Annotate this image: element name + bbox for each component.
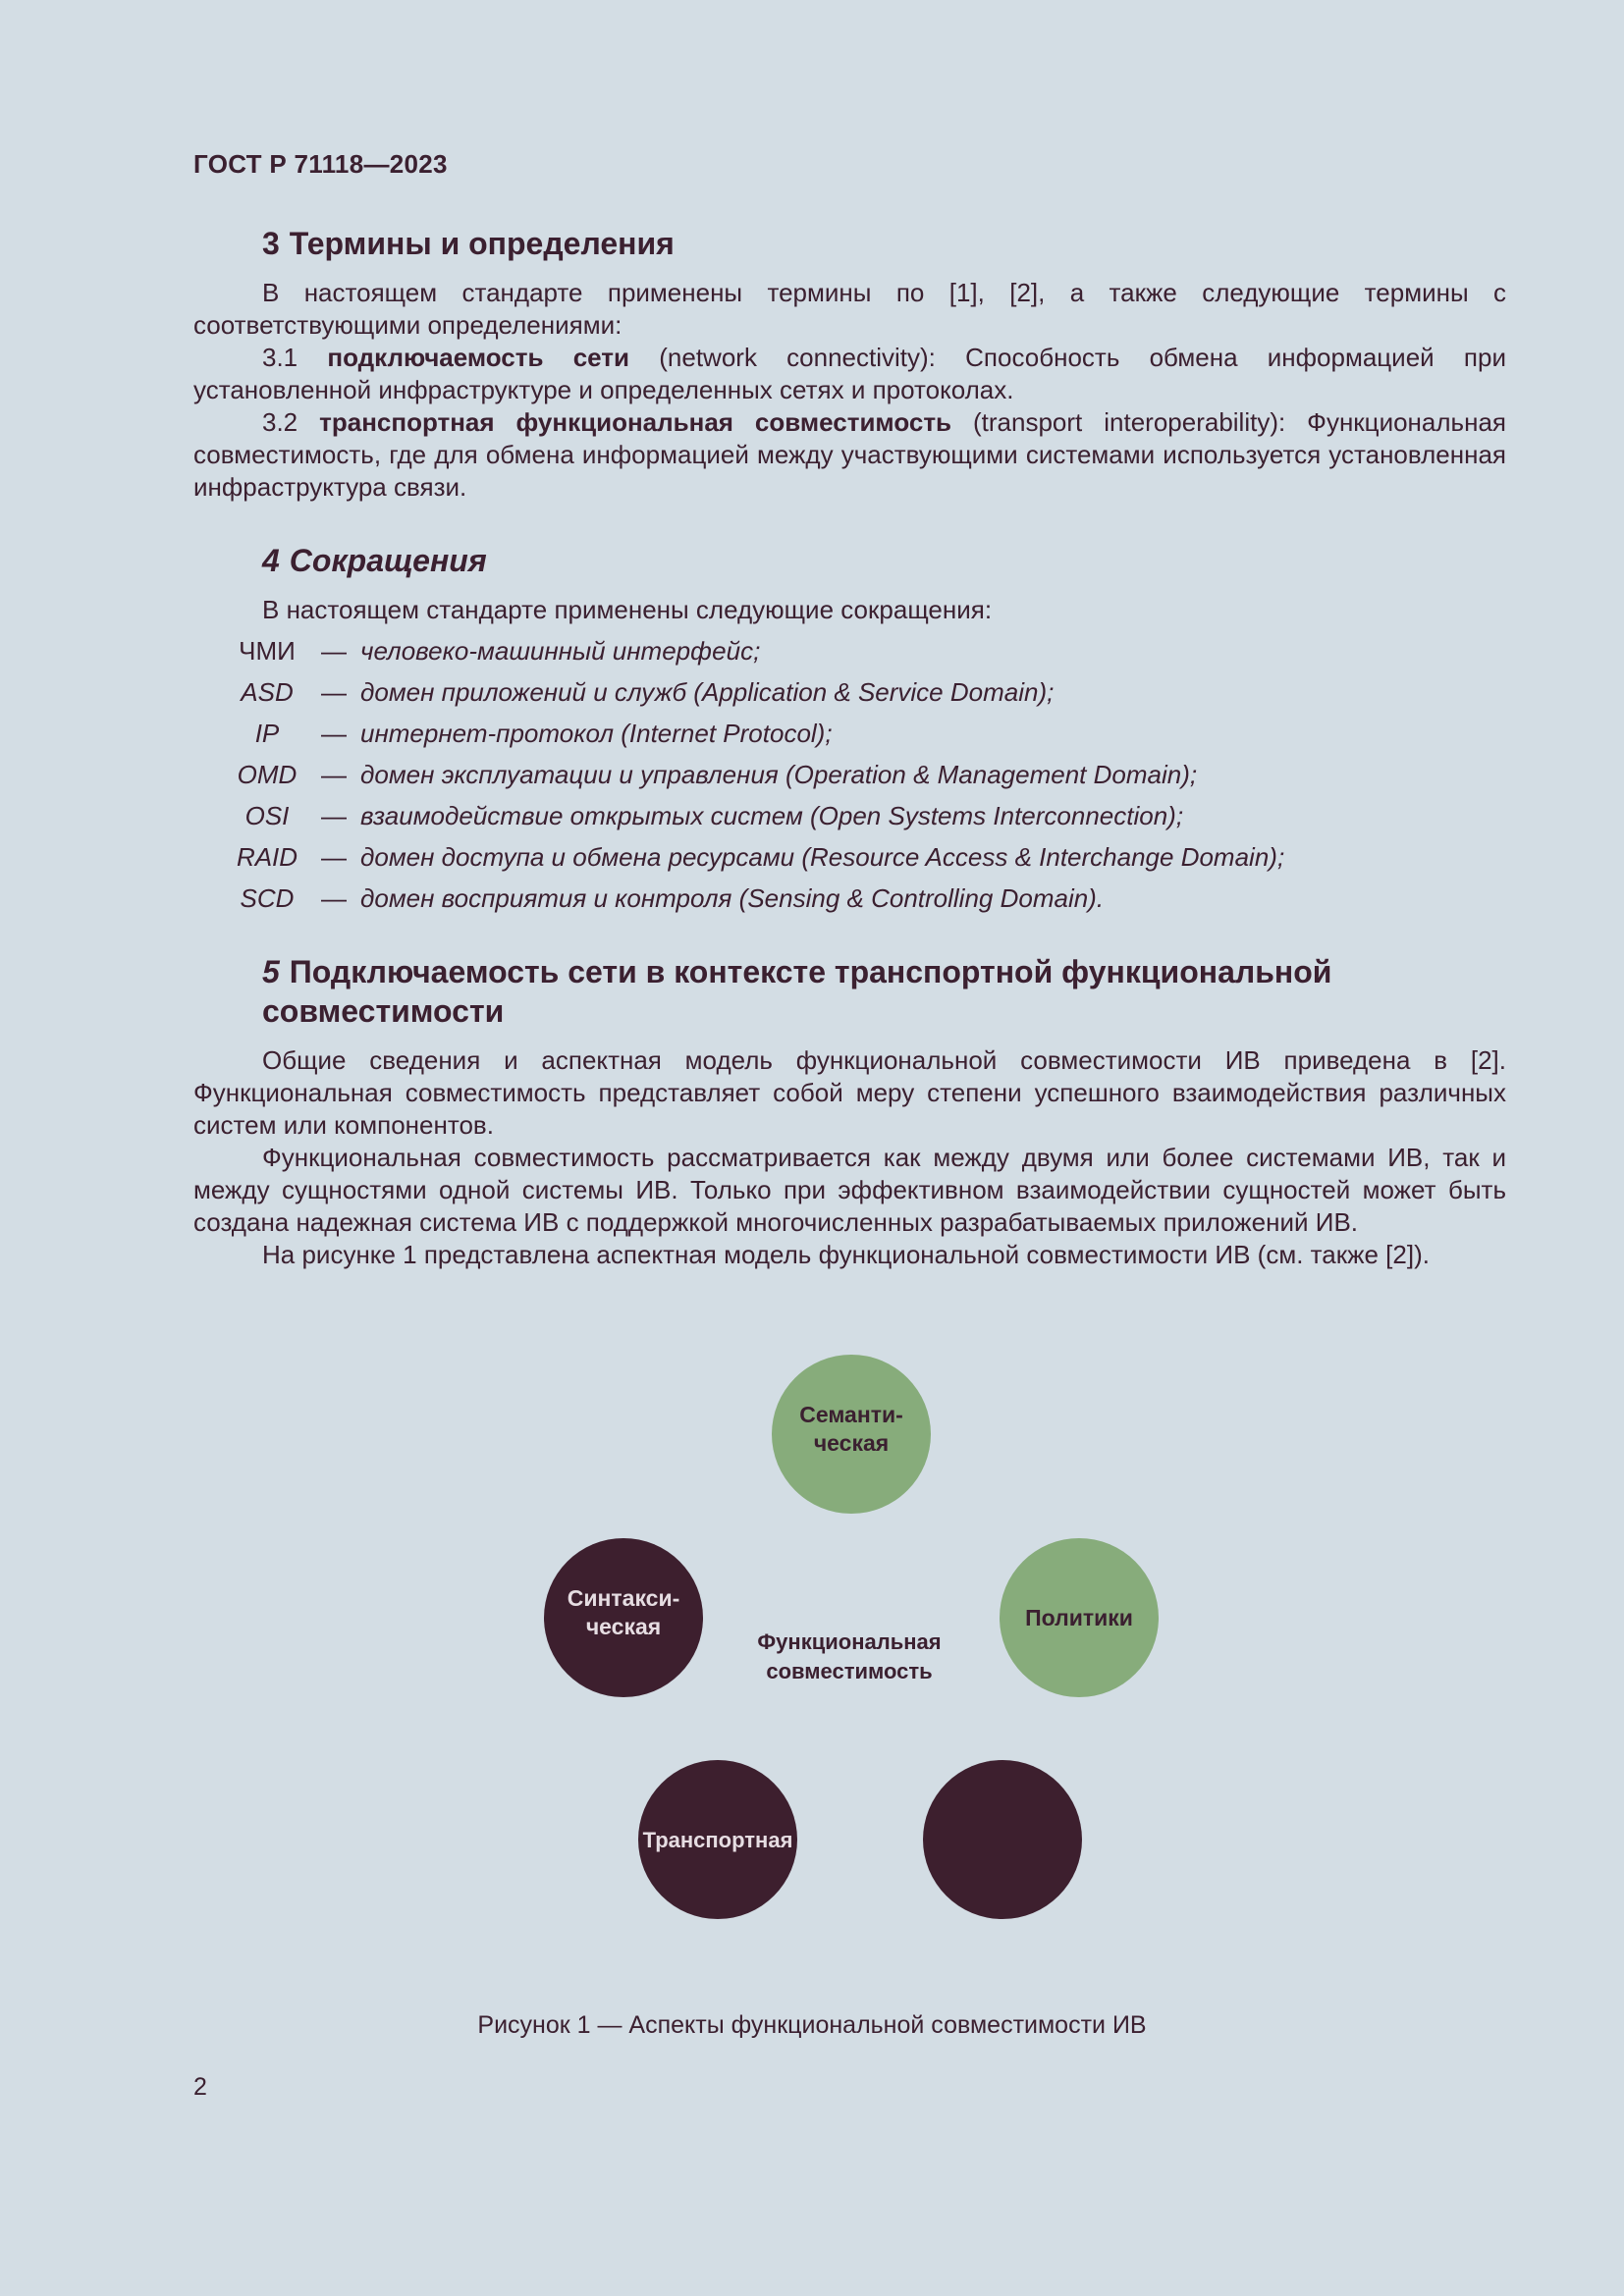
abbreviation-definition: домен доступа и обмена ресурсами (Resource Access & Interchange Domain); <box>360 841 1285 872</box>
abbreviation-term: OMD <box>237 759 298 789</box>
abbreviation-definition: домен эксплуатации и управления (Operation & Management Domain); <box>360 759 1198 789</box>
abbreviation-item <box>193 713 1506 754</box>
interoperability-diagram <box>0 1335 1624 1963</box>
abbreviation-dash: — <box>321 759 347 789</box>
section-5-heading <box>193 952 1506 1031</box>
abbreviation-list <box>193 630 1506 919</box>
section-5-paragraph-1: Общие сведения и аспектная модель функциональной совместимости ИВ приведена в [2]. Функциональная совместимость представляет собой меру степени успешного взаимодействия различных систем или компонентов. <box>193 1045 1506 1140</box>
semantic-label-line1: Семанти- <box>799 1402 903 1427</box>
term-number: 3.2 <box>262 407 298 437</box>
abbreviation-item <box>193 630 1506 671</box>
abbreviation-term: ASD <box>241 676 294 707</box>
term-definition: (network connectivity): Способность обмена информацией при установленной инфраструктуре и определенных сетях и протоколах. <box>193 343 1506 404</box>
term-number: 3.1 <box>262 343 298 372</box>
syntactic-aspect-node <box>544 1538 703 1697</box>
center-label-line1: Функциональная <box>757 1629 942 1654</box>
section-4-heading <box>193 541 1506 580</box>
abbreviation-dash: — <box>321 882 347 913</box>
abbreviation-definition: взаимодействие открытых систем (Open Systems Interconnection); <box>360 800 1184 830</box>
term-name: подключаемость сети <box>327 343 630 372</box>
abbreviation-term: RAID <box>236 841 298 872</box>
abbreviation-dash: — <box>321 800 347 830</box>
section-title: Термины и определения <box>289 226 675 261</box>
main-content <box>193 224 1506 1271</box>
center-label-line2: совместимость <box>766 1659 933 1683</box>
syntactic-label-line2: ческая <box>585 1614 662 1639</box>
abbreviation-item <box>193 836 1506 878</box>
abbreviation-dash: — <box>321 718 347 748</box>
figure-caption: Рисунок 1 — Аспекты функциональной совместимости ИВ <box>477 2011 1147 2039</box>
section-5-paragraph-2: Функциональная совместимость рассматривается как между двумя или более системами ИВ, так и между сущностями одной системы ИВ. Только при эффективном взаимодействии сущностей может быть создана надежная система ИВ с поддержкой многочисленных разрабатываемых приложений ИВ. <box>193 1143 1506 1237</box>
abbreviation-dash: — <box>321 635 347 666</box>
section-number: 5 <box>262 954 280 989</box>
unlabeled-circle <box>923 1760 1082 1919</box>
figure-1 <box>0 1335 1624 1963</box>
abbreviation-term: SCD <box>240 882 295 913</box>
syntactic-label-line1: Синтакси- <box>567 1585 680 1611</box>
abbreviation-term: ЧМИ <box>239 635 296 666</box>
term-3-1 <box>193 342 1506 406</box>
abbreviation-definition: интернет-протокол (Internet Protocol); <box>360 718 833 748</box>
abbreviation-term: OSI <box>244 800 290 830</box>
section-title: Подключаемость сети в контексте транспортной функциональной совместимости <box>262 954 1332 1029</box>
abbreviation-dash: — <box>321 841 347 872</box>
policy-aspect-node <box>1000 1538 1159 1697</box>
section-5-paragraph-3: На рисунке 1 представлена аспектная модель функциональной совместимости ИВ (см. также [2]). <box>262 1240 1430 1269</box>
abbreviation-item <box>193 878 1506 919</box>
section-number: 3 <box>262 226 280 261</box>
section-3-heading <box>193 224 1506 263</box>
abbreviation-item <box>193 754 1506 795</box>
transport-label: Транспортная <box>642 1828 793 1852</box>
term-definition: (transport interoperability): Функциональная совместимость, где для обмена информацией между участвующими системами используется установленная инфраструктура связи. <box>193 407 1506 502</box>
section-title: Сокращения <box>289 543 487 578</box>
document-id: ГОСТ Р 71118—2023 <box>193 149 448 179</box>
policy-label: Политики <box>1025 1605 1133 1630</box>
semantic-aspect-node <box>772 1355 931 1514</box>
abbreviation-dash: — <box>321 676 347 707</box>
transport-aspect-node <box>638 1760 797 1919</box>
section-4-intro: В настоящем стандарте применены следующие сокращения: <box>262 595 993 624</box>
abbreviation-definition: человеко-машинный интерфейс; <box>360 635 761 666</box>
section-3-intro: В настоящем стандарте применены термины по [1], [2], а также следующие термины с соответствующими определениями: <box>193 278 1506 340</box>
abbreviation-definition: домен приложений и служб (Application & Service Domain); <box>360 676 1055 707</box>
center-label <box>757 1629 941 1683</box>
abbreviation-item <box>193 671 1506 713</box>
abbreviation-definition: домен восприятия и контроля (Sensing & Controlling Domain). <box>360 882 1105 913</box>
term-name: транспортная функциональная совместимость <box>319 407 952 437</box>
term-3-2 <box>193 406 1506 504</box>
unlabeled-aspect-node <box>923 1760 1082 1919</box>
semantic-label-line2: ческая <box>813 1430 890 1456</box>
page-number: 2 <box>193 2073 207 2101</box>
abbreviation-term: IP <box>254 718 280 748</box>
section-number: 4 <box>262 543 280 578</box>
abbreviation-item <box>193 795 1506 836</box>
